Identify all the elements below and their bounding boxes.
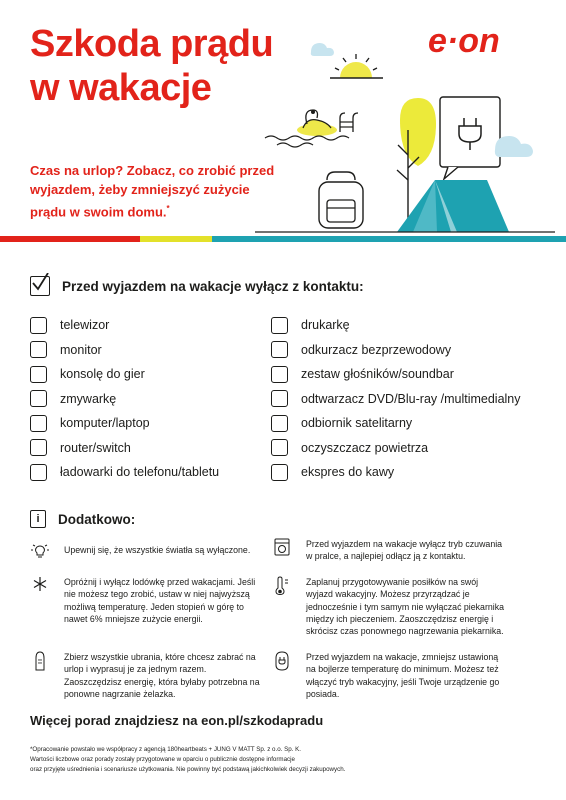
checklist-item-label: oczyszczacz powietrza xyxy=(301,440,429,455)
more-info-link[interactable]: Więcej porad znajdziesz na eon.pl/szkodapradu xyxy=(30,713,324,728)
checklist-item[interactable] xyxy=(271,387,521,412)
checkbox[interactable] xyxy=(271,341,288,358)
checklist-item[interactable] xyxy=(30,387,219,412)
checklist-item-label: drukarkę xyxy=(301,318,350,333)
title-line-2: w wakacje xyxy=(30,67,212,109)
checklist-item-label: router/switch xyxy=(60,440,131,455)
checklist-item-label: odkurzacz bezprzewodowy xyxy=(301,342,452,357)
stripe-teal xyxy=(212,236,566,242)
vacation-illustration xyxy=(255,40,555,240)
intro-text xyxy=(30,161,280,221)
sun-icon xyxy=(330,54,383,78)
tip-item xyxy=(30,576,264,625)
checkbox[interactable] xyxy=(30,317,47,334)
pool-ladder-icon xyxy=(340,113,358,132)
intro-copy: Czas na urlop? Zobacz, co zrobić przed wyjazdem, żeby zmniejszyć zużycie prądu w swoim domu. xyxy=(30,163,275,220)
tip-item xyxy=(272,576,506,637)
tip-item xyxy=(30,544,264,560)
checkbox[interactable] xyxy=(30,464,47,481)
cloud-icon-right xyxy=(495,136,533,157)
checkbox[interactable] xyxy=(271,366,288,383)
tip-item xyxy=(272,538,506,563)
checklist-item[interactable] xyxy=(271,338,521,363)
checkbox[interactable] xyxy=(271,390,288,407)
checklist-item[interactable] xyxy=(271,411,521,436)
checklist-item[interactable] xyxy=(271,436,521,461)
footnote-line: *Opracowanie powstało we współpracy z agencją 180heartbeats + JUNG V MATT Sp. z o.o. Sp. K. xyxy=(30,746,301,753)
light-bulb-icon xyxy=(30,544,50,560)
eon-logo-text: e·on xyxy=(428,22,500,58)
checklist-item[interactable] xyxy=(30,460,219,485)
color-stripe xyxy=(0,236,566,242)
checkbox[interactable] xyxy=(30,341,47,358)
additional-heading xyxy=(30,510,135,528)
checklist-item[interactable] xyxy=(30,338,219,363)
checklist-item-label: ładowarki do telefonu/tabletu xyxy=(60,465,220,480)
checklist-item-label: zmywarkę xyxy=(60,391,117,406)
checklist-right xyxy=(271,313,521,485)
checklist-item[interactable] xyxy=(30,411,219,436)
water-waves xyxy=(265,136,349,147)
checklist-item-label: zestaw głośników/soundbar xyxy=(301,367,454,382)
tip-item xyxy=(30,651,264,700)
title-line-1: Szkoda prądu xyxy=(30,23,274,65)
checklist-item[interactable] xyxy=(30,436,219,461)
footnote-line: Wartości liczbowe oraz porady zostały przygotowane w oparciu o publicznie dostępne informacje xyxy=(30,756,295,763)
tip-text: Przed wyjazdem na wakacje, zmniejsz ustawioną na bojlerze temperaturę do minimum. Możesz też włączyć tryb wakacyjny, jeśli Twoje urządzenie go posiada. xyxy=(306,652,500,699)
additional-title: Dodatkowo: xyxy=(58,511,136,527)
checklist-left xyxy=(30,313,219,485)
washing-machine-icon xyxy=(272,538,292,563)
checklist-heading xyxy=(30,276,364,296)
checklist-item-label: konsolę do gier xyxy=(60,367,145,382)
backpack-icon xyxy=(319,172,363,228)
checklist-title: Przed wyjazdem na wakacje wyłącz z kontaktu: xyxy=(62,278,364,294)
checkbox[interactable] xyxy=(271,439,288,456)
checkbox[interactable] xyxy=(30,439,47,456)
snowflake-icon xyxy=(30,576,50,625)
checkbox[interactable] xyxy=(30,390,47,407)
checklist-item[interactable] xyxy=(271,460,521,485)
cloud-icon xyxy=(311,43,334,56)
tip-text: Zaplanuj przygotowywanie posiłków na swój wyjazd wakacyjny. Możesz przyrządzać je jednocześnie i tym samym nie wyłączać piekarnika między ich pieczeniem. Zaoszczędzisz energię i skrócisz czas ponownego nagrzewania piekarnika. xyxy=(306,577,505,637)
checkbox[interactable] xyxy=(30,415,47,432)
checkbox[interactable] xyxy=(30,366,47,383)
boiler-plug-icon xyxy=(272,651,292,700)
swan-float-icon xyxy=(297,110,337,136)
footnote-line: oraz przyjęte uśrednienia i scenariusze użytkowania. Nie powinny być podstawą jakichkolwiek decyzji zakupowych. xyxy=(30,766,346,773)
iron-icon xyxy=(30,651,50,700)
tip-text: Przed wyjazdem na wakacje wyłącz tryb czuwania w pralce, a najlepiej odłącz ją z kontaktu. xyxy=(306,539,503,562)
checkbox[interactable] xyxy=(271,415,288,432)
checkmark-icon xyxy=(30,276,50,296)
stripe-red xyxy=(0,236,140,242)
checkbox[interactable] xyxy=(271,464,288,481)
stripe-yellow xyxy=(140,236,212,242)
checklist-item[interactable] xyxy=(30,313,219,338)
checklist-item-label: odtwarzacz DVD/Blu-ray /multimedialny xyxy=(301,391,521,406)
tip-item xyxy=(272,651,506,700)
intro-footnote-mark: * xyxy=(166,204,170,213)
checklist-item[interactable] xyxy=(30,362,219,387)
checklist-item-label: telewizor xyxy=(60,318,110,333)
checkbox[interactable] xyxy=(271,317,288,334)
info-icon: i xyxy=(30,510,46,528)
checklist-item-label: ekspres do kawy xyxy=(301,465,395,480)
tip-text: Zbierz wszystkie ubrania, które chcesz zabrać na urlop i wyprasuj je za jednym razem. Zaoszczędzisz energię, która byłaby potrzebna na ponowne nagrzanie żelazka. xyxy=(64,652,260,699)
tip-text: Upewnij się, że wszystkie światła są wyłączone. xyxy=(64,545,251,555)
tent-icon xyxy=(397,180,509,232)
checklist-item-label: monitor xyxy=(60,342,102,357)
thermometer-icon xyxy=(272,576,292,637)
plug-speech-bubble-icon xyxy=(440,97,500,179)
checklist-item[interactable] xyxy=(271,362,521,387)
footnotes xyxy=(30,745,345,775)
tip-text: Opróżnij i wyłącz lodówkę przed wakacjami. Jeśli nie możesz tego zrobić, ustaw w niej najwyższą możliwą temperaturę. Jeden stopień w górę to nawet 6% mniejsze zużycie energii. xyxy=(64,577,256,624)
checklist-item-label: odbiornik satelitarny xyxy=(301,416,413,431)
checklist-item[interactable] xyxy=(271,313,521,338)
checklist-item-label: komputer/laptop xyxy=(60,416,150,431)
